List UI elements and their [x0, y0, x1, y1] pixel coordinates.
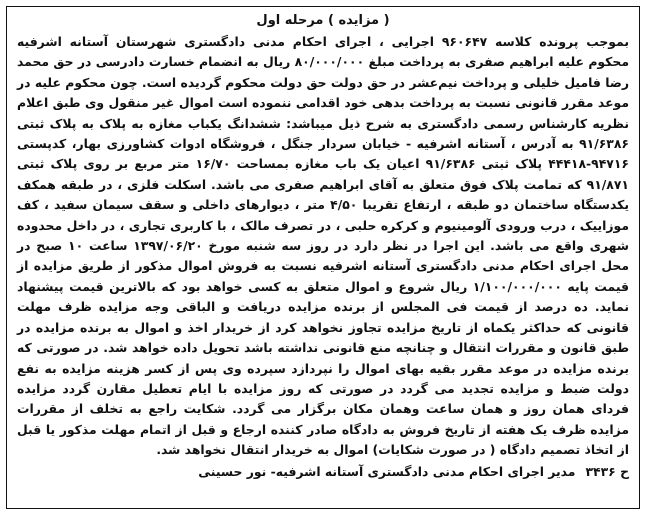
notice-footer — [17, 462, 629, 482]
notice-code: ح ۳۴۳۶ — [585, 463, 629, 479]
auction-notice — [6, 6, 640, 509]
notice-signature: مدیر اجرای احکام مدنی دادگستری آستانه اشرفیه- نور حسینی — [198, 463, 576, 479]
notice-body: بموجب پرونده کلاسه ۹۶۰۶۴۷ اجرایی ، اجرای احکام مدنی دادگستری شهرستان آستانه اشرفیه محکوم علیه ابراهیم صفری به پرداخت مبلغ ۸۰/۰۰۰/۰۰۰ ریال به انضمام خسارت دادرسی در حق محمد رضا فامیل خلیلی و پرداخت نیم‌عشر در حق دولت حق دولت محکوم گردیده است. چون محکوم علیه در موعد مقرر قانونی نسبت به پرداخت بدهی خود اقدامی ننموده است اموال غیر منقول وی طبق اعلام نظریه کارشناس رسمی دادگستری به شرح ذیل میباشد: ششدانگ یکباب مغازه به پلاک به پلاک ثبتی ۹۱/۶۳۸۶ به آدرس ، آستانه اشرفیه - خیابان سردار جنگل ، فروشگاه ادوات کشاورزی بهار، کدپستی ۹۴۷۱۶-۴۴۴۱۸ پلاک ثبتی ۹۱/۶۳۸۶ اعیان یک باب مغازه بمساحت ۱۶/۷۰ متر مربع بر روی پلاک ثبتی ۹۱/۸۷۱ که تمامت پلاک فوق متعلق به آقای ابراهیم صفری می باشد. اسکلت فلزی ، در طبقه همکف یکدستگاه ساختمان دو طبقه ، ارتفاع تقریبا ۴/۵۰ متر ، دیوارهای داخلی و سقف سیمان سفید ، کف موزاییک ، درب ورودی آلومینیوم و کرکره حلبی ، در تصرف مالک ، با کاربری تجاری ، در داخل محدوده شهری واقع می باشد. این اجرا در نظر دارد در روز سه شنبه مورخ ۱۳۹۷/۰۶/۲۰ ساعت ۱۰ صبح در محل اجرای احکام مدنی دادگستری آستانه اشرفیه نسبت به فروش اموال مذکور از طریق مزایده از قیمت پایه ۱/۱۰۰/۰۰۰/۰۰۰ ریال شروع و اموال متعلق به کسی خواهد بود که بالاترین قیمت پیشنهاد نماید. ده درصد از قیمت فی المجلس از برنده مزایده دریافت و الباقی وجه مزایده ظرف مهلت قانونی که حداکثر یکماه از تاریخ مزایده تجاوز نخواهد کرد از خریدار اخذ و اموال به برنده مزایده در طبق قانون و مقررات انتقال و چنانچه منع قانونی نداشته باشد تحویل داده خواهد شد. در صورتی که برنده مزایده در موعد مقرر بقیه بهای اموال را نپردازد سپرده وی پس از کسر هزینه مزایده به نفع دولت ضبط و مزایده تجدید می گردد در صورتی که روز مزایده با ایام تعطیل مقارن گردد مزایده فردای همان روز و همان ساعت وهمان مکان برگزار می گردد. شکایت راجع به تخلف از مقررات مزایده ظرف یک هفته از تاریخ فروش به دادگاه صادر کننده ارجاع و قبل از اتمام مهلت مذکور یا قبل از اتخاذ تصمیم دادگاه ( در صورت شکایات) اموال به خریدار انتقال نخواهد شد. — [17, 34, 630, 458]
notice-title: ( مزایده ) مرحله اول — [256, 13, 390, 28]
